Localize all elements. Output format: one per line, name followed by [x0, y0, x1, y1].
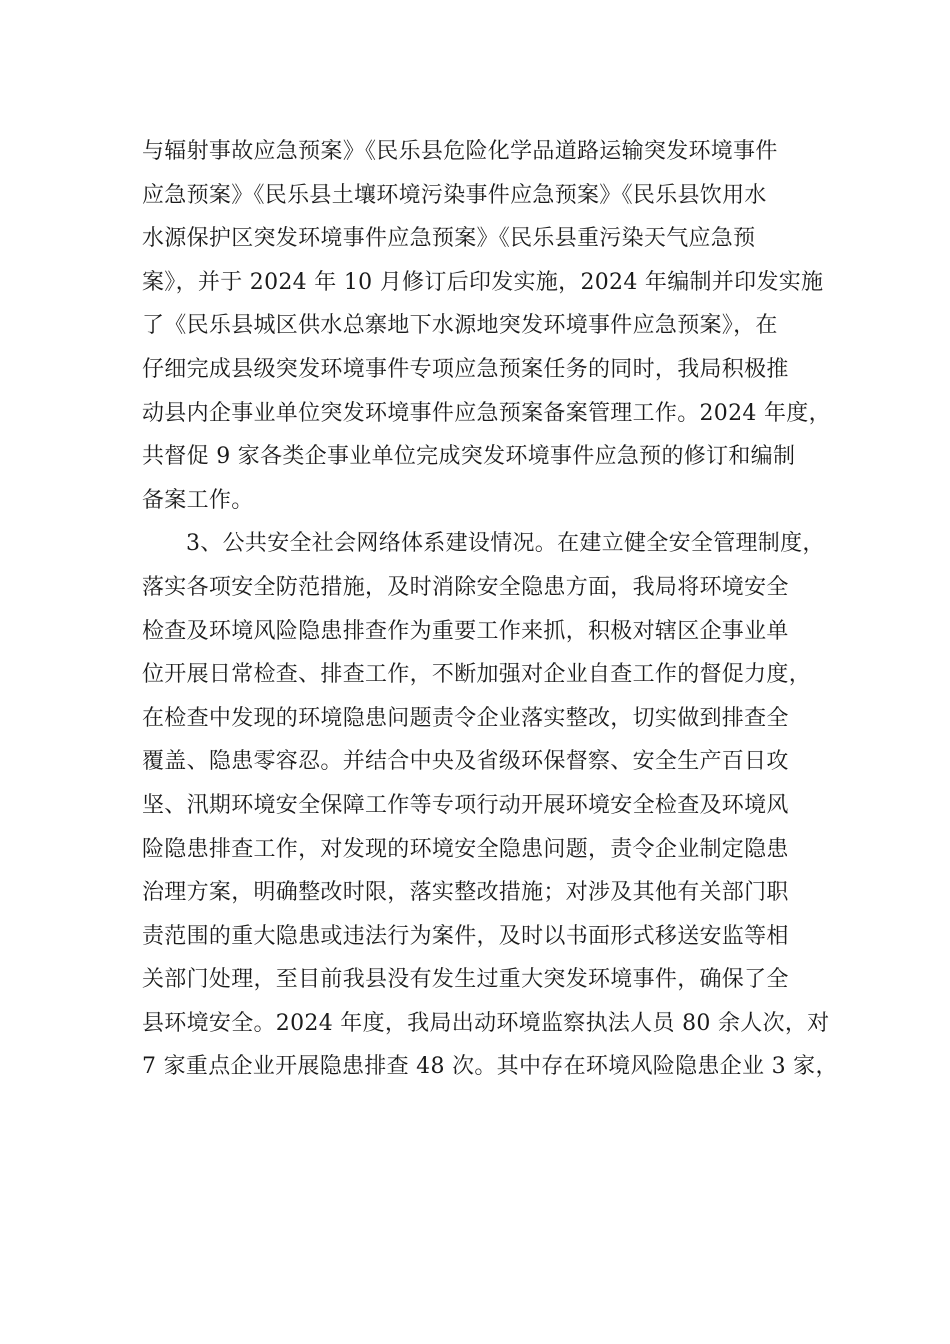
- text-line: 动县内企事业单位突发环境事件应急预案备案管理工作。2024 年度，: [142, 400, 831, 426]
- paragraph-public-safety-network: [142, 522, 838, 1089]
- text-line: 仔细完成县级突发环境事件专项应急预案任务的同时，我局积极推: [142, 356, 789, 382]
- document-body: [142, 130, 838, 1089]
- text-line: 覆盖、隐患零容忍。并结合中央及省级环保督察、安全生产百日攻: [142, 749, 789, 775]
- text-line: 位开展日常检查、排查工作，不断加强对企业自查工作的督促力度，: [142, 662, 812, 688]
- text-line: 县环境安全。2024 年度，我局出动环境监察执法人员 80 余人次，对: [142, 1010, 830, 1036]
- text-line: 备案工作。: [142, 487, 254, 513]
- text-line: 险隐患排查工作，对发现的环境安全隐患问题，责令企业制定隐患: [142, 836, 789, 862]
- paragraph-emergency-plans: [142, 130, 831, 522]
- text-line: 案》，并于 2024 年 10 月修订后印发实施，2024 年编制并印发实施: [142, 269, 824, 295]
- text-line: 了《民乐县城区供水总寨地下水源地突发环境事件应急预案》，在: [142, 313, 778, 339]
- text-line: 应急预案》《民乐县土壤环境污染事件应急预案》《民乐县饮用水: [142, 182, 767, 208]
- text-line: 水源保护区突发环境事件应急预案》《民乐县重污染天气应急预: [142, 226, 756, 252]
- text-line: 与辐射事故应急预案》《民乐县危险化学品道路运输突发环境事件: [142, 139, 778, 164]
- text-line: 关部门处理，至目前我县没有发生过重大突发环境事件，确保了全: [142, 967, 789, 993]
- text-line: 检查及环境风险隐患排查作为重要工作来抓，积极对辖区企事业单: [142, 618, 789, 644]
- text-line: 落实各项安全防范措施，及时消除安全隐患方面，我局将环境安全: [142, 574, 789, 600]
- text-line: 坚、汛期环境安全保障工作等专项行动开展环境安全检查及环境风: [142, 792, 789, 818]
- text-line: 责范围的重大隐患或违法行为案件，及时以书面形式移送安监等相: [142, 923, 789, 949]
- paragraph-first-line: 3、公共安全社会网络体系建设情况。在建立健全安全管理制度，: [186, 531, 825, 557]
- text-line: 共督促 9 家各类企事业单位完成突发环境事件应急预的修订和编制: [142, 444, 796, 470]
- text-line: 7 家重点企业开展隐患排查 48 次。其中存在环境风险隐患企业 3 家，: [142, 1054, 838, 1080]
- text-line: 治理方案，明确整改时限，落实整改措施；对涉及其他有关部门职: [142, 880, 789, 906]
- text-line: 在检查中发现的环境隐患问题责令企业落实整改，切实做到排查全: [142, 705, 789, 731]
